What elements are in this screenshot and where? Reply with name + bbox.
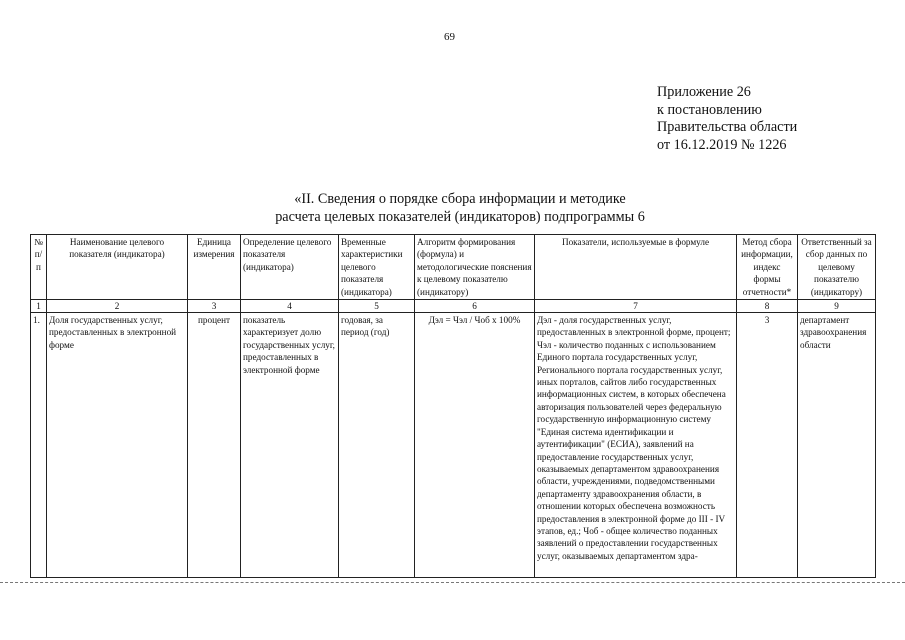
header-cell: Определение целевого показателя (индикатора)	[241, 235, 339, 300]
header-cell: Алгоритм формирования (формула) и методологические пояснения к целевому показателю (индикатору)	[415, 235, 535, 300]
appendix-line-2: к постановлению	[657, 101, 762, 118]
time-characteristics: годовая, за период (год)	[339, 313, 415, 578]
column-number: 6	[415, 300, 535, 313]
page-number: 69	[444, 31, 455, 43]
section-title-line-2: расчета целевых показателей (индикаторов) подпрограммы 6	[275, 209, 645, 225]
column-number: 7	[535, 300, 737, 313]
header-cell: Наименование целевого показателя (индикатора)	[47, 235, 188, 300]
header-cell: Метод сбора информации, индекс формы отчетности*	[737, 235, 798, 300]
column-number: 1	[31, 300, 47, 313]
table-row	[31, 313, 876, 578]
indicator-name: Доля государственных услуг, предоставленных в электронной форме	[47, 313, 188, 578]
collection-method: 3	[737, 313, 798, 578]
unit-of-measure: процент	[188, 313, 241, 578]
header-cell: Временные характеристики целевого показателя (индикатора)	[339, 235, 415, 300]
header-cell: Ответственный за сбор данных по целевому показателю (индикатору)	[798, 235, 876, 300]
appendix-line-1: Приложение 26	[657, 84, 751, 100]
header-cell: Единица измерения	[188, 235, 241, 300]
header-cell: Показатели, используемые в формуле	[535, 235, 737, 300]
column-number: 5	[339, 300, 415, 313]
column-number-row	[31, 300, 876, 313]
appendix-line-3: Правительства области	[657, 119, 798, 135]
appendix-line-4: от 16.12.2019 № 1226	[657, 136, 787, 153]
indicator-definition: показатель характеризует долю государственных услуг, предоставленных в электронной форме	[241, 313, 339, 578]
column-number: 3	[188, 300, 241, 313]
indicators-table	[30, 234, 876, 578]
column-number: 9	[798, 300, 876, 313]
header-cell: № п/п	[31, 235, 47, 300]
appendix-block	[657, 84, 797, 154]
column-number: 8	[737, 300, 798, 313]
section-title	[180, 190, 740, 226]
header-row	[31, 235, 876, 300]
column-number: 2	[47, 300, 188, 313]
column-number: 4	[241, 300, 339, 313]
responsible-party: департамент здравоохранения области	[798, 313, 876, 578]
row-number: 1.	[31, 313, 47, 578]
section-title-line-1: «II. Сведения о порядке сбора информации и методике	[294, 191, 626, 207]
page-cut-line	[0, 582, 905, 583]
calculation-formula: Дэл = Чэл / Чоб x 100%	[415, 313, 535, 578]
formula-indicators: Дэл - доля государственных услуг, предоставленных в электронной форме, процент; Чэл - количество поданных с использованием Единого портала государственных услуг, Регионального портала государственных услуг, иных порталов, сайтов либо государственных информационных систем, в которых обеспечена авторизация пользователей через федеральную государственную информационную систему "Единая система идентификации и аутентификации" (ЕСИА), заявлений на предоставление государственных услуг, оказываемых департаментом здравоохранения области, учреждениями, подведомственными департаменту здравоохранения области, в отношении которых обеспечена возможность предоставления в электронной форме до III - IV этапов, ед.; Чоб - общее количество поданных заявлений о предоставлении государственных услуг, оказываемых департаментом здра-	[535, 313, 737, 578]
